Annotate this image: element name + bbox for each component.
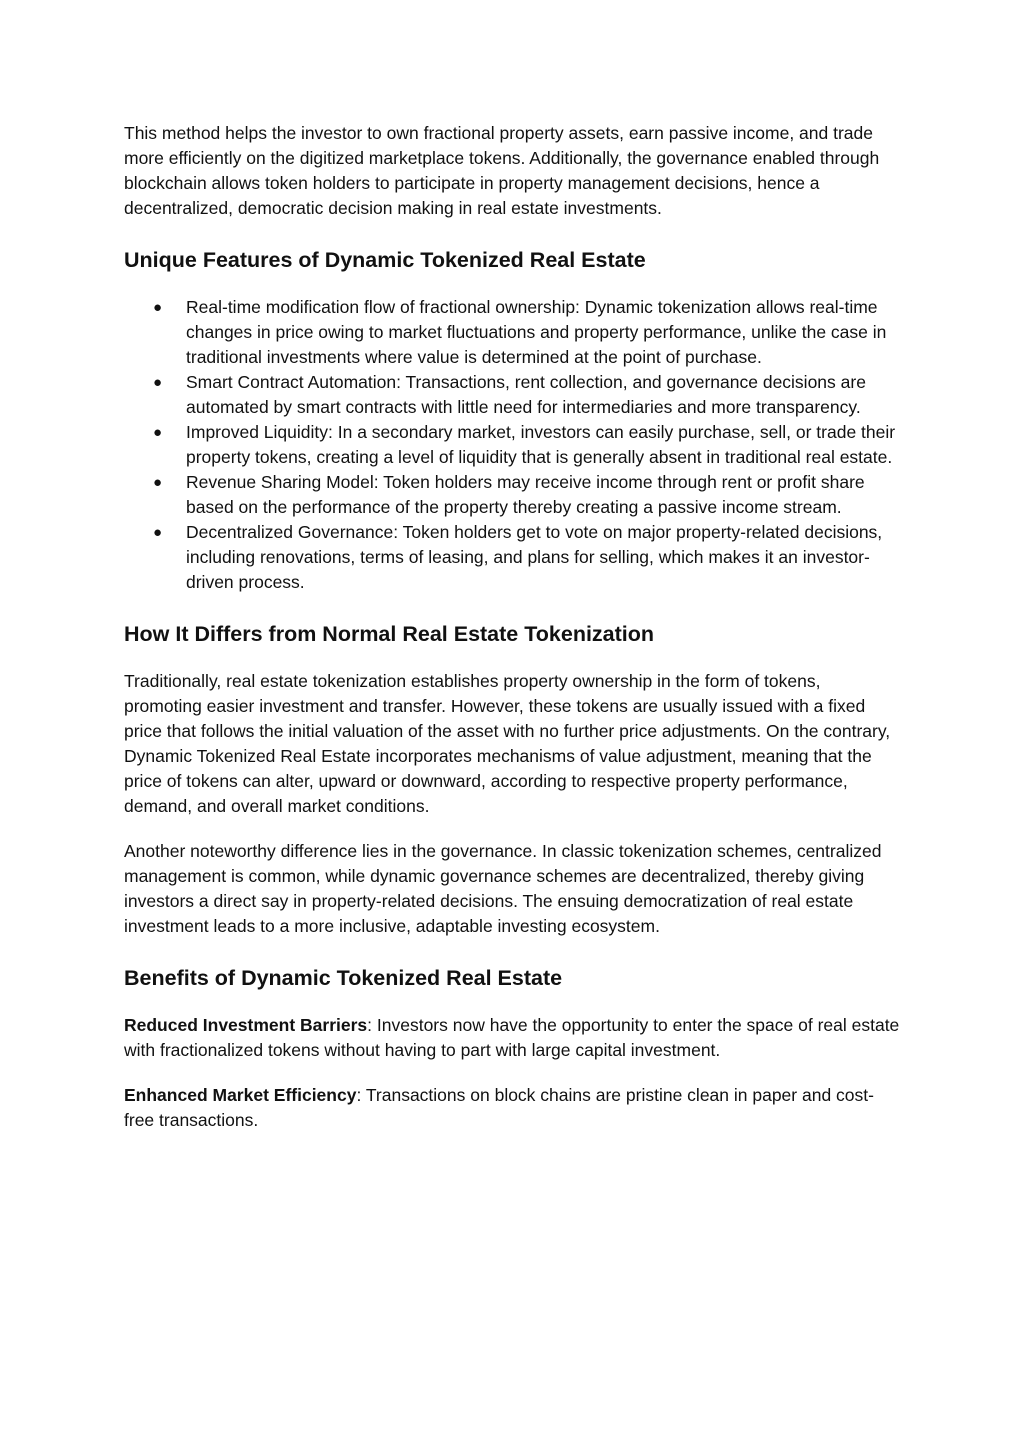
document-page [124,121,900,1133]
benefit-term: Reduced Investment Barriers [124,1015,368,1035]
bullet-icon: ● [153,424,163,441]
list-item-text: Smart Contract Automation: Transactions, rent collection, and governance decisions are automated by smart contracts with little need for intermediaries and more transparency. [186,372,866,417]
list-item [124,470,900,520]
benefit-term: Enhanced Market Efficiency [124,1085,357,1105]
list-item [124,370,900,420]
list-item-text: Revenue Sharing Model: Token holders may receive income through rent or profit share based on the performance of the property thereby creating a passive income stream. [186,472,865,517]
differences-paragraph: Traditionally, real estate tokenization establishes property ownership in the form of tokens, promoting easier investment and transfer. However, these tokens are usually issued with a fixed price that follows the initial valuation of the asset with no further price adjustments. On the contrary, Dynamic Tokenized Real Estate incorporates mechanisms of value adjustment, meaning that the price of tokens can alter, upward or downward, according to respective property performance, demand, and overall market conditions. [124,671,891,816]
bullet-icon: ● [153,474,163,491]
bullet-icon: ● [153,299,163,316]
list-item-text: Decentralized Governance: Token holders get to vote on major property-related decisions, including renovations, terms of leasing, and plans for selling, which makes it an investor-driven process. [186,522,883,592]
benefit-text: : Investors now have the opportunity to enter the space of real estate with fractionalized tokens without having to part with large capital investment. [124,1015,900,1060]
intro-paragraph: This method helps the investor to own fractional property assets, earn passive income, and trade more efficiently on the digitized marketplace tokens. Additionally, the governance enabled through blockchain allows token holders to participate in property management decisions, hence a decentralized, democratic decision making in real estate investments. [124,123,880,218]
benefit-paragraph [124,1083,900,1133]
benefit-text: : Transactions on block chains are pristine clean in paper and cost-free transactions. [124,1085,874,1130]
bullet-icon: ● [153,374,163,391]
benefit-paragraph [124,1013,900,1063]
list-item-text: Real-time modification flow of fractional ownership: Dynamic tokenization allows real-time changes in price owing to market fluctuations and property performance, unlike the case in traditional investments where value is determined at the point of purchase. [186,297,887,367]
list-item [124,420,900,470]
bullet-icon: ● [153,524,163,541]
features-list [124,295,900,595]
differences-paragraph: Another noteworthy difference lies in the governance. In classic tokenization schemes, centralized management is common, while dynamic governance schemes are decentralized, thereby giving investors a direct say in property-related decisions. The ensuing democratization of real estate investment leads to a more inclusive, adaptable investing ecosystem. [124,841,882,936]
features-heading: Unique Features of Dynamic Tokenized Real Estate [124,248,646,272]
list-item [124,295,900,370]
list-item [124,520,900,595]
benefits-heading: Benefits of Dynamic Tokenized Real Estate [124,966,563,990]
list-item-text: Improved Liquidity: In a secondary market, investors can easily purchase, sell, or trade their property tokens, creating a level of liquidity that is generally absent in traditional real estate. [186,422,896,467]
differences-heading: How It Differs from Normal Real Estate Tokenization [124,622,655,646]
